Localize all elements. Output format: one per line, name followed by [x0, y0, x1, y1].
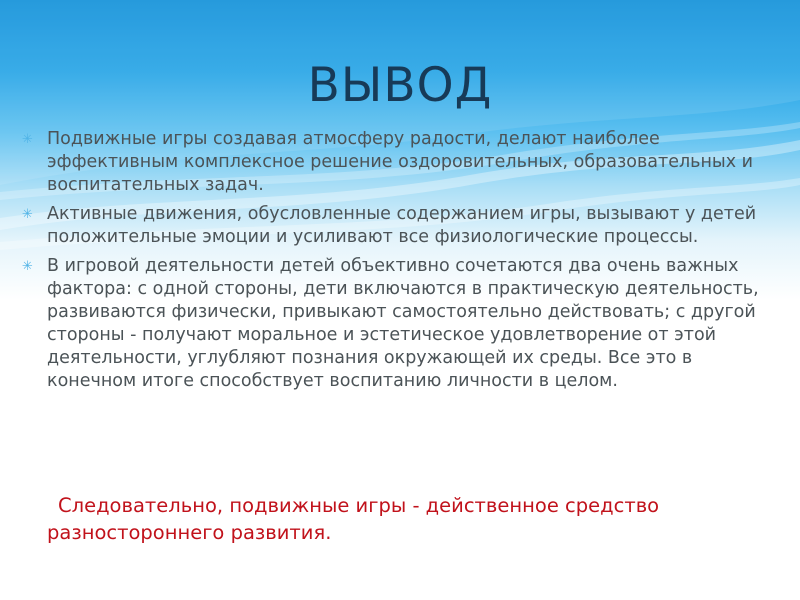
bullet-text: Подвижные игры создавая атмосферу радости, делают наиболее эффективным комплексное решение оздоровительных, образовательных и воспитательных задач. — [47, 129, 754, 195]
asterisk-bullet-icon: ✳ — [22, 259, 33, 274]
bullet-text: Активные движения, обусловленные содержанием игры, вызывают у детей положительные эмоции и усиливают все физиологические процессы. — [47, 204, 757, 247]
asterisk-bullet-icon: ✳ — [22, 207, 33, 222]
slide-title: ВЫВОД — [307, 58, 493, 113]
conclusion-text: Следовательно, подвижные игры - действенное средство разностороннего развития. — [47, 494, 660, 544]
bullet-item — [22, 128, 762, 197]
bullet-item — [22, 203, 762, 249]
bullet-list — [22, 128, 762, 399]
bullet-item — [22, 255, 762, 393]
bullet-text: В игровой деятельности детей объективно сочетаются два очень важных фактора: с одной стороны, дети включаются в практическую деятельность, развиваются физически, привыкают самостоятельно действовать; с другой стороны - получают моральное и эстетическое удовлетворение от этой деятельности, углубляют познания окружающей их среды. Все это в конечном итоге способствует воспитанию личности в целом. — [47, 256, 759, 391]
asterisk-bullet-icon: ✳ — [22, 132, 33, 147]
